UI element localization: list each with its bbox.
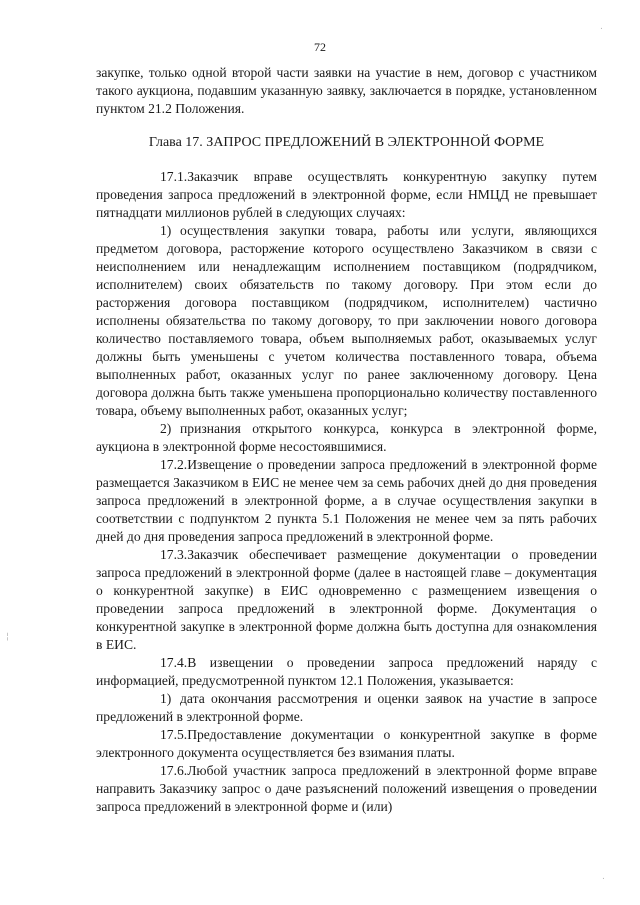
paragraph-17-2 (96, 456, 597, 546)
paragraph-number: 17.2. (160, 457, 188, 472)
paragraph-17-5 (96, 726, 597, 762)
paragraph-text: Извещение о проведении запроса предложений в электронной форме размещается Заказчиком в ЕИС не менее чем за семь рабочих дней до дня проведения запроса предложений в электронной форме, а в случае осуществления закупки в соответствии с подпунктом 2 пункта 5.1 Положения не менее чем за пять рабочих дней до дня проведения запроса предложений в электронной форме. (96, 457, 597, 544)
paragraph-number: 17.4. (160, 655, 188, 670)
paragraph-number: 17.1. (160, 169, 188, 184)
paragraph-number: 1) (160, 691, 172, 706)
paragraph-number: 2) (160, 421, 172, 436)
paragraph-number: 17.6. (160, 763, 188, 778)
paragraph-text: осуществления закупки товара, работы или услуги, являющихся предметом договора, расторжение которого осуществлено Заказчиком в связи с неисполнением или ненадлежащим исполнением поставщиком (подрядчиком, исполнителем) своих обязательств по такому договору. При этом если до расторжения договора поставщиком (подрядчиком, исполнителем) частично исполнены обязательства по такому договору, то при заключении нового договора количество поставляемого товара, объем выполняемых работ, оказываемых услуг должны быть уменьшены с учетом количества поставленного товара, объема выполненных работ, оказанных услуг по ранее заключенному договору. Цена договора должна быть также уменьшена пропорционально количеству поставленного товара, объему выполненных работ, оказанных услуг; (96, 223, 597, 418)
page-number: 72 (314, 40, 326, 54)
paragraph-text: Заказчик вправе осуществлять конкурентную закупку путем проведения запроса предложений в электронной форме, если НМЦД не превышает пятнадцати миллионов рублей в следующих случаях: (96, 169, 597, 220)
paragraph-number: 17.5. (160, 727, 188, 742)
paragraph-17-3 (96, 546, 597, 654)
paragraph-text: признания открытого конкурса, конкурса в электронной форме, аукциона в электронной форме несостоявшимися. (96, 421, 597, 454)
scan-speck: . (600, 22, 603, 32)
scan-speck: ¦ (6, 632, 10, 642)
subitem-1 (96, 690, 597, 726)
chapter-heading: Глава 17. ЗАПРОС ПРЕДЛОЖЕНИЙ В ЭЛЕКТРОННОЙ ФОРМЕ (148, 135, 545, 150)
paragraph-number: 17.3. (160, 547, 188, 562)
paragraph-text: В извещении о проведении запроса предложений наряду с информацией, предусмотренной пунктом 12.1 Положения, указывается: (96, 655, 597, 688)
paragraph-number: 1) (160, 223, 172, 238)
paragraph-text: Заказчик обеспечивает размещение документации о проведении запроса предложений в электронной форме (далее в настоящей главе – документация о конкурентной закупке) в ЕИС одновременно с размещением извещения о проведении запроса предложений в электронной форме. Документация о конкурентной закупке в электронной форме должна быть доступна для ознакомления в ЕИС. (96, 547, 597, 652)
subitem-2 (96, 420, 597, 456)
paragraph-17-6 (96, 762, 597, 816)
document-body (96, 64, 597, 816)
paragraph-text: дата окончания рассмотрения и оценки заявок на участие в запросе предложений в электронной форме. (96, 691, 597, 724)
paragraph-17-4 (96, 654, 597, 690)
intro-paragraph: закупке, только одной второй части заявки на участие в нем, договор с участником такого аукциона, подавшим указанную заявку, заключается в порядке, установленном пунктом 21.2 Положения. (96, 65, 597, 116)
scan-speck: . (602, 872, 605, 882)
paragraph-text: Любой участник запроса предложений в электронной форме вправе направить Заказчику запрос о даче разъяснений положений извещения о проведении запроса предложений в электронной форме и (или) (96, 763, 597, 814)
paragraph-17-1 (96, 168, 597, 222)
paragraph-text: Предоставление документации о конкурентной закупке в форме электронного документа осуществляется без взимания платы. (96, 727, 597, 760)
subitem-1 (96, 222, 597, 420)
